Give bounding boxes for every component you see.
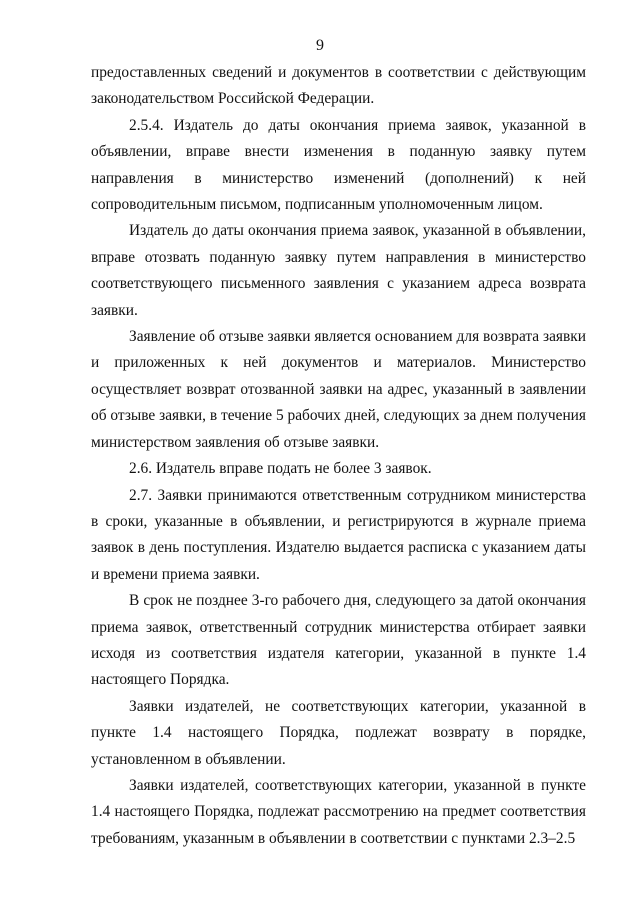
document-body: [91, 60, 586, 852]
paragraph-selection-deadline: В срок не позднее 3-го рабочего дня, следующего за датой окончания приема заявок, ответственный сотрудник министерства отбирает заявки исходя из соответствия издателя категории, указанной в пункте 1.4 настоящего Порядка.: [91, 592, 586, 689]
paragraph-2-7: 2.7. Заявки принимаются ответственным сотрудником министерства в сроки, указанные в объявлении, и регистрируются в журнале приема заявок в день поступления. Издателю выдается расписка с указанием даты и времени приема заявки.: [91, 486, 586, 583]
paragraph-withdraw-application: Издатель до даты окончания приема заявок, указанной в объявлении, вправе отозвать поданную заявку путем направления в министерство соответствующего письменного заявления с указанием адреса возврата заявки.: [91, 222, 586, 319]
paragraph-withdrawal-return: Заявление об отзыве заявки является основанием для возврата заявки и приложенных к ней документов и материалов. Министерство осуществляет возврат отозванной заявки на адрес, указанный в заявлении об отзыве заявки, в течение 5 рабочих дней, следующих за днем получения министерством заявления об отзыве заявки.: [91, 328, 586, 451]
paragraph-2-6: 2.6. Издатель вправе подать не более 3 заявок.: [129, 460, 432, 478]
paragraph-conforming-applications: Заявки издателей, соответствующих категории, указанной в пункте 1.4 настоящего Порядка, подлежат рассмотрению на предмет соответствия требованиям, указанным в объявлении в соответствии с пунктами 2.3–2.5: [91, 776, 586, 847]
paragraph-nonconforming-applications: Заявки издателей, не соответствующих категории, указанной в пункте 1.4 настоящего Порядка, подлежат возврату в порядке, установленном в объявлении.: [91, 697, 586, 768]
page-number: 9: [316, 37, 324, 54]
paragraph-2-5-4: 2.5.4. Издатель до даты окончания приема заявок, указанной в объявлении, вправе внести изменения в поданную заявку путем направления в министерство изменений (дополнений) к ней сопроводительным письмом, подписанным уполномоченным лицом.: [91, 116, 586, 214]
paragraph-continuation: предоставленных сведений и документов в соответствии с действующим законодательством Российской Федерации.: [91, 64, 586, 108]
